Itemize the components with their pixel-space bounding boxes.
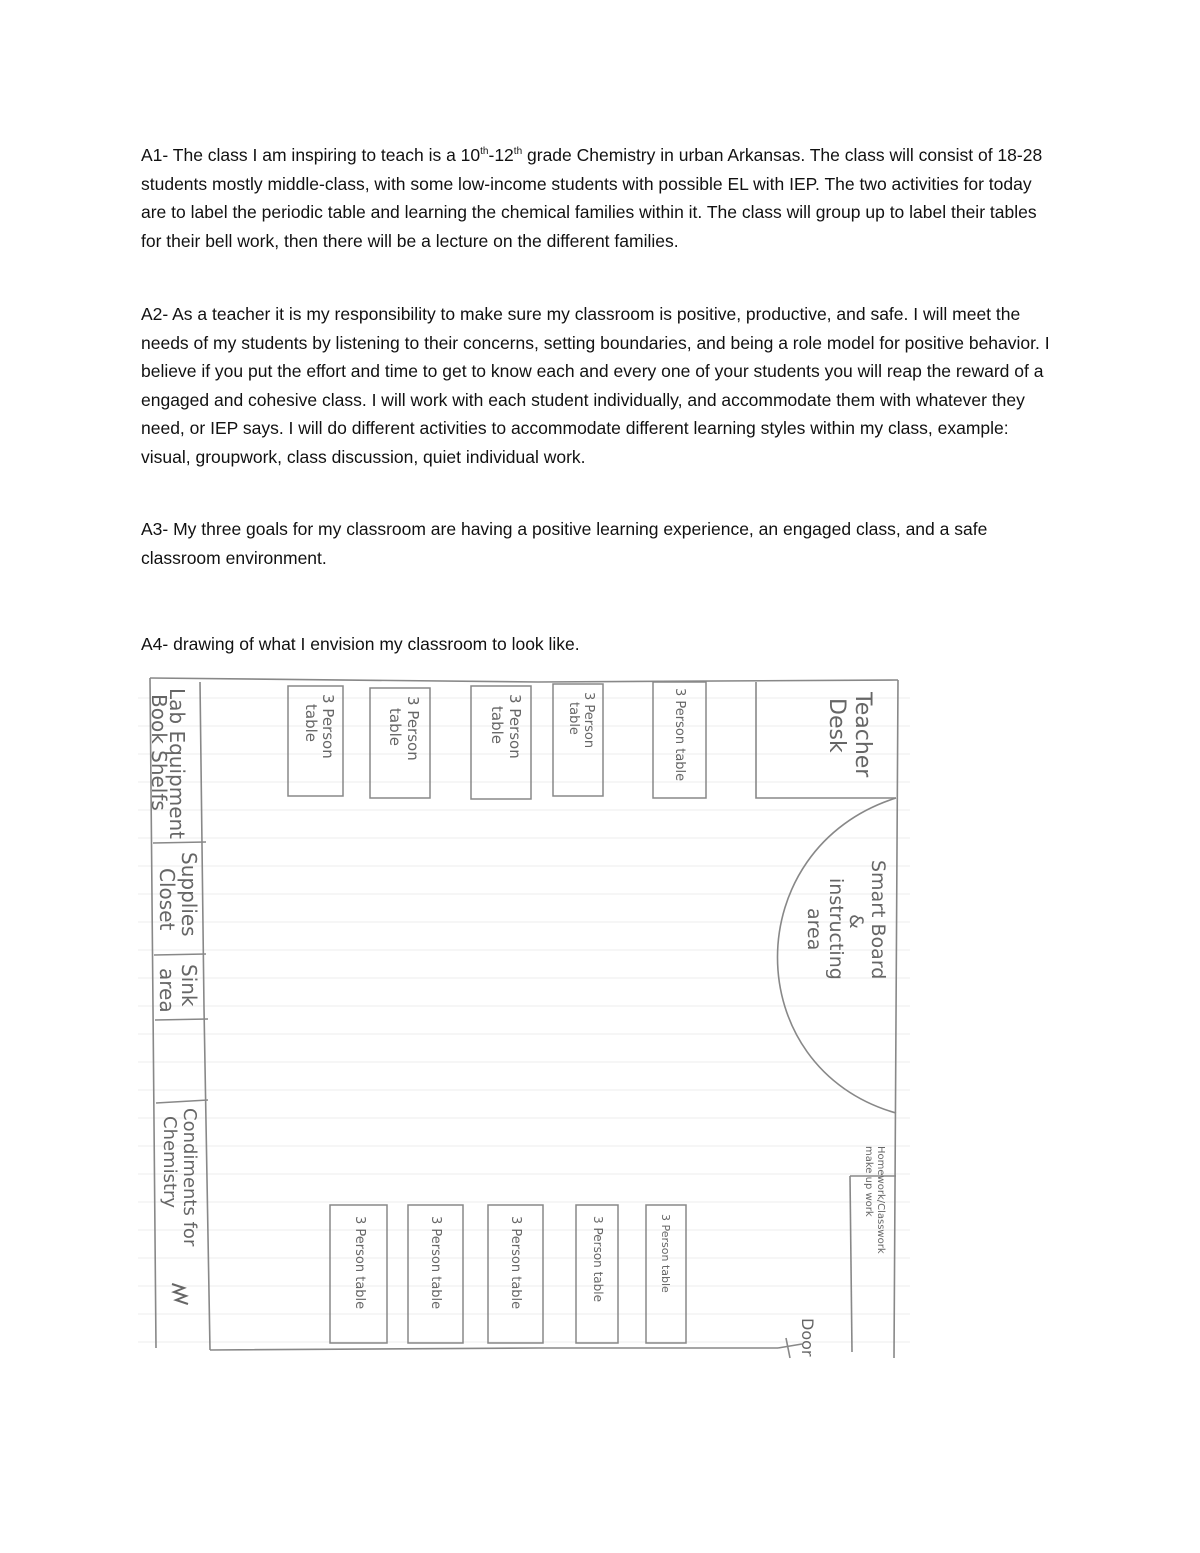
bottom-table-1-label: 3 Person table <box>352 1216 367 1310</box>
a1-mid: -12 <box>488 145 514 165</box>
paragraph-a3: A3- My three goals for my classroom are having a positive learning experience, an engaged class, and a safe classroom environment. <box>141 519 988 568</box>
classroom-sketch <box>138 668 910 1368</box>
homework-label-2: make up work <box>863 1146 874 1217</box>
top-table-3-label-2: table <box>488 706 506 744</box>
classroom-drawing <box>138 668 910 1368</box>
paragraph-a4: A4- drawing of what I envision my classroom to look like. <box>141 634 580 654</box>
bottom-table-shapes <box>330 1205 686 1343</box>
bottom-table-2-label: 3 Person table <box>428 1216 443 1310</box>
bottom-table-3-label: 3 Person table <box>508 1216 523 1310</box>
bottom-table-5-label: 3 Person table <box>659 1214 672 1293</box>
teacher-desk-label-2: Desk <box>824 698 849 753</box>
paragraph-a2: A2- As a teacher it is my responsibility to make sure my classroom is positive, productive, and safe. I will meet the needs of my students by listening to their concerns, setting boundaries, and being a role model for positive behavior. I believe if you put the effort and time to get to know each and every one of your students you will reap the reward of a engaged and cohesive class. I will work with each student individually, and accommodate them with whatever they need, or IEP says. I will do different activities to accommodate different learning styles within my class, example: visual, groupwork, class discussion, quiet individual work. <box>141 304 1050 467</box>
top-table-2-label-2: table <box>386 708 404 746</box>
door-label: Door <box>798 1318 817 1357</box>
supplies-label-1: Supplies <box>177 852 201 937</box>
top-table-5-label: 3 Person table <box>672 688 687 782</box>
a1-superscript-1: th <box>480 146 489 157</box>
board-label-3: instructing <box>825 878 847 980</box>
a1-rest: grade Chemistry in urban Arkansas. The class will consist of 18-28 students mostly middle-class, with some low-income students with possible EL with IEP. The two activities for today are to label the periodic table and learning the chemical families within it. The class will group up to label their tables for their bell work, then there will be a lecture on the different families. <box>141 145 1043 251</box>
top-table-3-label-1: 3 Person <box>506 694 524 759</box>
board-label-1: Smart Board <box>867 860 889 980</box>
scribble-mark <box>172 1284 188 1304</box>
paper-lines <box>138 698 910 1342</box>
room-outline <box>150 678 898 1358</box>
corner-label-2: Chemistry <box>159 1116 180 1209</box>
top-table-1-label-2: table <box>302 704 320 742</box>
top-table-4-label-2: table <box>566 702 581 735</box>
top-table-1-label-1: 3 Person <box>319 694 337 759</box>
lab-label-2: Book Shelfs <box>147 694 171 811</box>
a1-lead: A1- The class I am inspiring to teach is a 10 <box>141 145 481 165</box>
corner-label-1: Condiments for <box>179 1108 200 1247</box>
sink-label-1: Sink <box>177 964 201 1007</box>
top-table-4-label-1: 3 Person <box>581 692 596 749</box>
teacher-desk-label-1: Teacher <box>850 692 875 778</box>
paragraph-a1 <box>141 141 1061 255</box>
sink-label-2: area <box>155 968 179 1013</box>
a1-superscript-2: th <box>513 146 523 157</box>
homework-label-1: Homework/Classwork <box>875 1146 886 1254</box>
board-label-4: area <box>803 908 825 951</box>
bottom-table-4-label: 3 Person table <box>591 1216 605 1302</box>
top-table-2-label-1: 3 Person <box>404 696 422 761</box>
board-label-2: & <box>845 914 867 929</box>
lab-label-1: Lab Equipment <box>165 688 189 840</box>
supplies-label-2: Closet <box>155 868 179 931</box>
